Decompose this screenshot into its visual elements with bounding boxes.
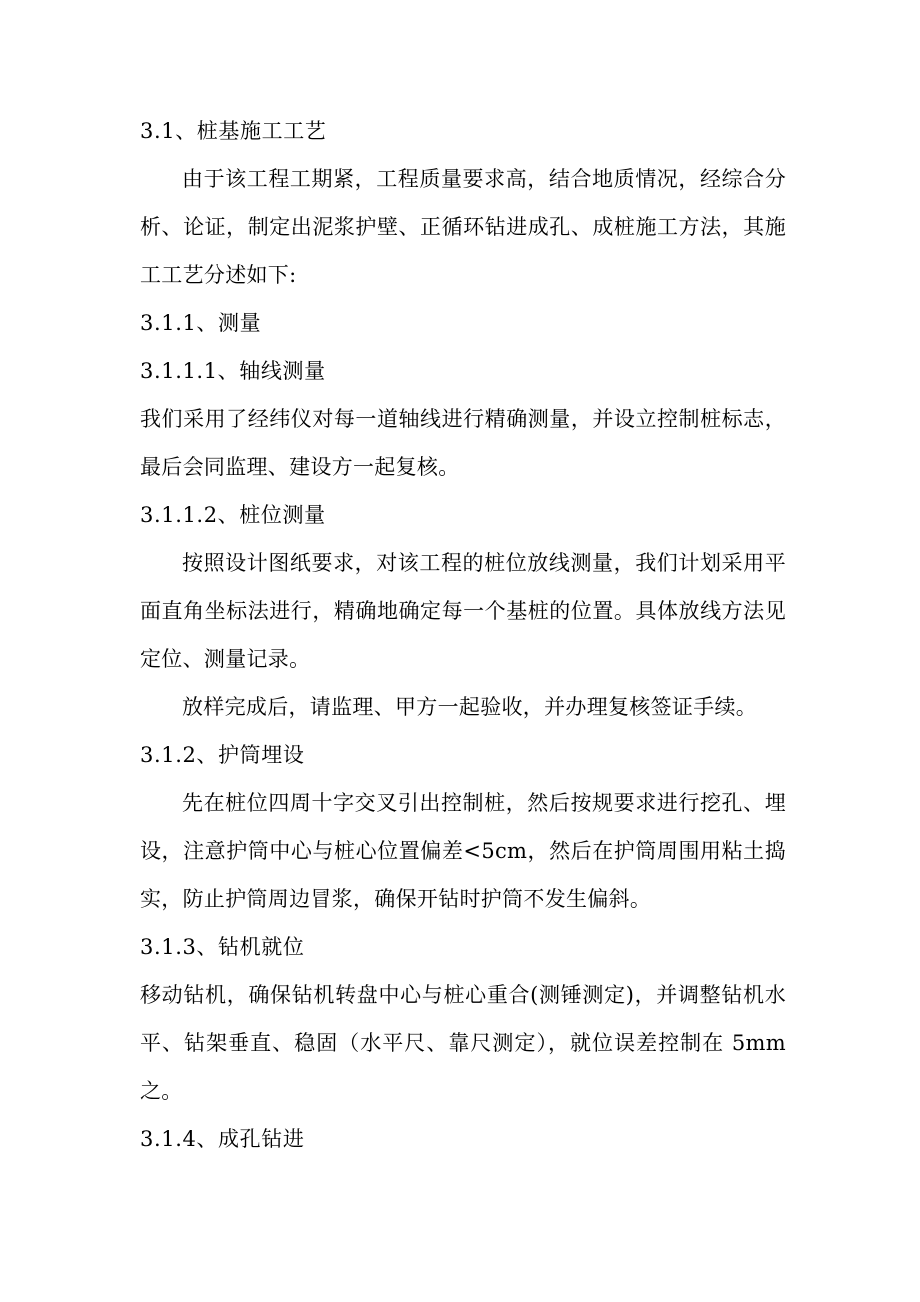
- section-heading-3-1-2: 3.1.2、护筒埋设: [140, 743, 305, 767]
- paragraph-line: 实，防止护筒周边冒浆，确保开钻时护筒不发生偏斜。: [140, 887, 652, 911]
- paragraph-line: 面直角坐标法进行，精确地确定每一个基桩的位置。具体放线方法见: [140, 599, 786, 623]
- section-heading-3-1-4: 3.1.4、成孔钻进: [140, 1127, 305, 1151]
- section-heading-3-1-1-2: 3.1.1.2、桩位测量: [140, 503, 326, 527]
- paragraph-line: 设，注意护筒中心与桩心位置偏差<5cm，然后在护筒周围用粘土捣: [140, 839, 786, 863]
- paragraph-line: 最后会同监理、建设方一起复核。: [140, 455, 460, 479]
- paragraph-line: 我们采用了经纬仪对每一道轴线进行精确测量，并设立控制桩标志，: [140, 407, 786, 431]
- paragraph-line: 平、钻架垂直、稳固（水平尺、靠尺测定），就位误差控制在 5mm: [140, 1031, 786, 1055]
- paragraph-line: 析、论证，制定出泥浆护壁、正循环钻进成孔、成桩施工方法，其施: [140, 215, 786, 239]
- section-heading-3-1: 3.1、桩基施工工艺: [140, 119, 327, 143]
- paragraph-line: 之。: [140, 1079, 183, 1103]
- paragraph-line: 移动钻机，确保钻机转盘中心与桩心重合(测锤测定)，并调整钻机水: [140, 983, 786, 1007]
- document-body: [140, 107, 786, 1163]
- section-heading-3-1-1: 3.1.1、测量: [140, 311, 262, 335]
- paragraph-line: 放样完成后，请监理、甲方一起验收，并办理复核签证手续。: [182, 695, 758, 719]
- section-heading-3-1-1-1: 3.1.1.1、轴线测量: [140, 359, 326, 383]
- section-heading-3-1-3: 3.1.3、钻机就位: [140, 935, 305, 959]
- paragraph-line: 工工艺分述如下:: [140, 263, 297, 287]
- paragraph-line: 按照设计图纸要求，对该工程的桩位放线测量，我们计划采用平: [182, 551, 786, 575]
- paragraph-line: 由于该工程工期紧，工程质量要求高，结合地质情况，经综合分: [182, 167, 786, 191]
- paragraph-line: 定位、测量记录。: [140, 647, 311, 671]
- paragraph-line: 先在桩位四周十字交叉引出控制桩，然后按规要求进行挖孔、埋: [182, 791, 786, 815]
